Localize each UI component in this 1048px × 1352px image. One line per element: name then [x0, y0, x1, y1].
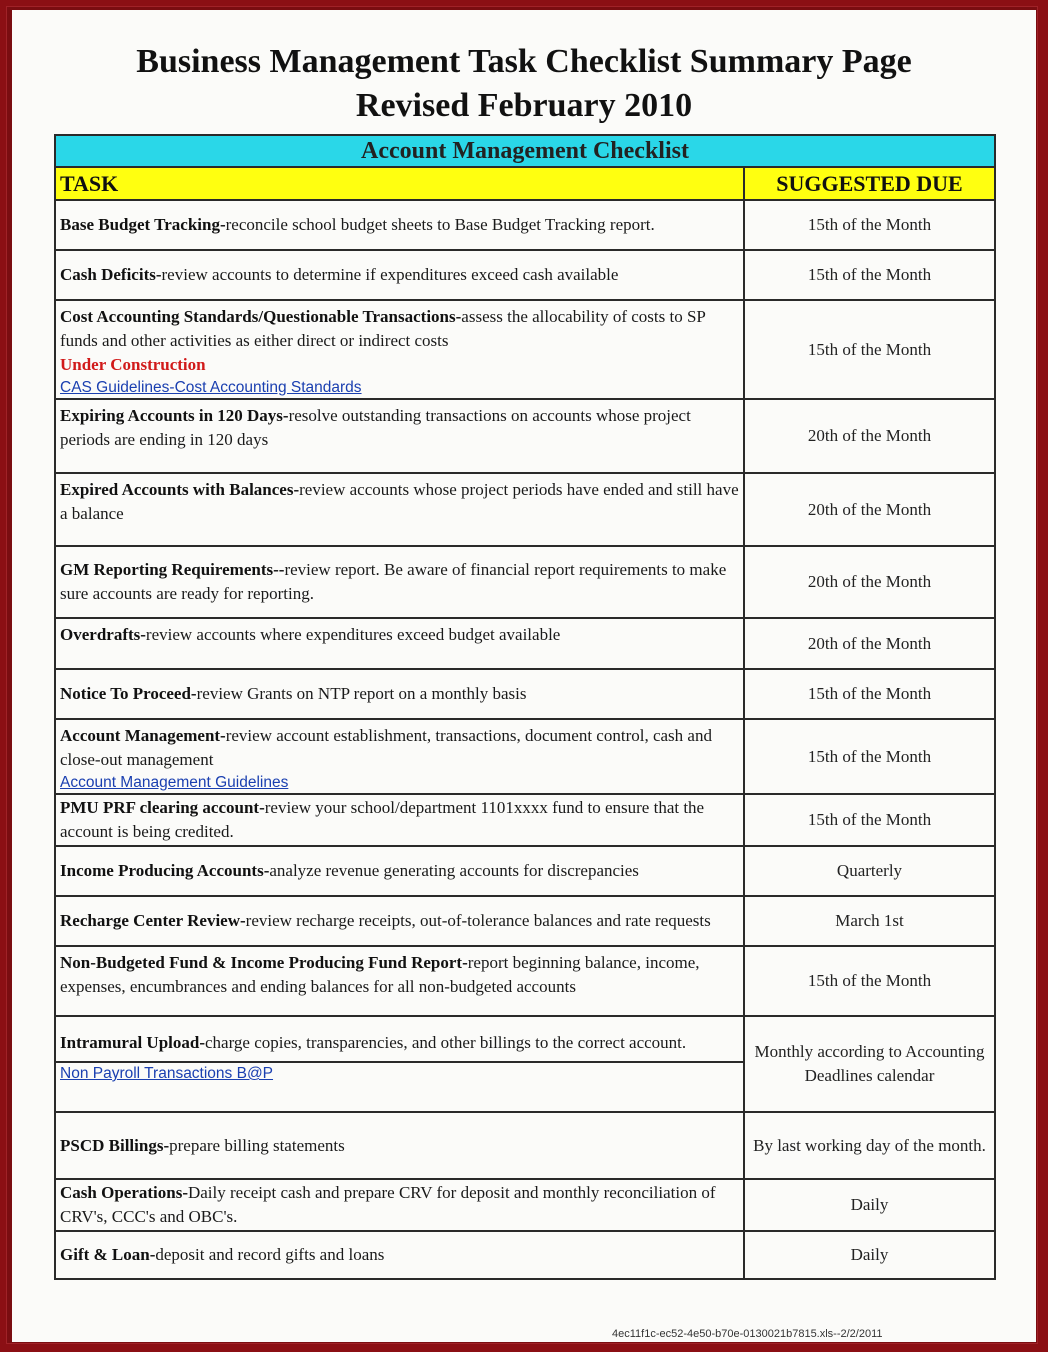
task-name: Overdrafts- — [60, 625, 146, 644]
task-cell — [55, 618, 744, 669]
task-cell — [55, 250, 744, 300]
task-name: Expiring Accounts in 120 Days- — [60, 406, 289, 425]
table-banner: Account Management Checklist — [55, 135, 995, 167]
account-management-guidelines-link[interactable]: Account Management Guidelines — [60, 774, 289, 791]
table-row — [55, 669, 995, 719]
task-description: review recharge receipts, out-of-tolerance balances and rate requests — [245, 911, 711, 930]
due-cell: 15th of the Month — [744, 794, 995, 846]
table-row — [55, 1179, 995, 1231]
task-name: Income Producing Accounts- — [60, 861, 270, 880]
file-footer: 4ec11f1c-ec52-4e50-b70e-0130021b7815.xls--2/2/2011 — [612, 1328, 883, 1340]
task-description: review accounts where expenditures exceed budget available — [145, 625, 561, 644]
table-banner-row — [55, 135, 995, 167]
due-cell: March 1st — [744, 896, 995, 946]
task-name: PMU PRF clearing account- — [60, 798, 265, 817]
task-description: review accounts whose project periods have ended and still have a balance — [60, 480, 739, 523]
task-description: review report. Be aware of financial report requirements to make sure accounts are ready for reporting. — [60, 560, 727, 603]
task-cell — [55, 200, 744, 250]
due-cell: Quarterly — [744, 846, 995, 896]
table-row — [55, 794, 995, 846]
col-header-task: TASK — [55, 167, 744, 200]
table-row — [55, 946, 995, 1016]
task-description: Daily receipt cash and prepare CRV for deposit and monthly reconciliation of CRV's, CCC's and OBC's. — [60, 1183, 716, 1226]
status-note: Under Construction — [60, 355, 206, 374]
task-cell — [55, 1112, 744, 1179]
due-cell: 20th of the Month — [744, 399, 995, 473]
task-cell — [55, 1016, 744, 1112]
task-cell — [55, 300, 744, 399]
table-row — [55, 250, 995, 300]
task-name: Non-Budgeted Fund & Income Producing Fund Report- — [60, 953, 468, 972]
due-cell: 15th of the Month — [744, 250, 995, 300]
table-row — [55, 300, 995, 399]
table-header-row — [55, 167, 995, 200]
table-row — [55, 1016, 995, 1112]
task-name: Account Management- — [60, 726, 226, 745]
task-description: assess the allocability of costs to SP funds and other activities as either direct or indirect costs — [60, 307, 706, 350]
page-title: Business Management Task Checklist Summary Page — [136, 43, 912, 80]
due-cell: 20th of the Month — [744, 618, 995, 669]
task-cell — [55, 1179, 744, 1231]
due-cell: 15th of the Month — [744, 669, 995, 719]
task-description: report beginning balance, income, expenses, encumbrances and ending balances for all non-budgeted accounts — [60, 953, 700, 996]
document-page — [12, 10, 1036, 1342]
task-description: analyze revenue generating accounts for discrepancies — [269, 861, 639, 880]
task-name: Cash Deficits- — [60, 265, 162, 284]
table-row — [55, 546, 995, 618]
task-description: charge copies, transparencies, and other billings to the correct account. — [204, 1033, 687, 1052]
task-cell — [55, 1231, 744, 1279]
table-row — [55, 1112, 995, 1179]
due-cell: 15th of the Month — [744, 200, 995, 250]
due-cell: 20th of the Month — [744, 473, 995, 546]
task-description: reconcile school budget sheets to Base Budget Tracking report. — [225, 215, 655, 234]
task-cell — [55, 473, 744, 546]
table-row — [55, 399, 995, 473]
task-cell — [55, 399, 744, 473]
task-name: Base Budget Tracking- — [60, 215, 226, 234]
task-description: deposit and record gifts and loans — [155, 1245, 385, 1264]
non-payroll-transactions-link[interactable]: Non Payroll Transactions B@P — [60, 1065, 274, 1082]
due-cell: Daily — [744, 1231, 995, 1279]
task-cell — [55, 546, 744, 618]
task-description: review accounts to determine if expenditures exceed cash available — [161, 265, 619, 284]
due-cell: Monthly according to Accounting Deadlines calendar — [744, 1016, 995, 1112]
task-cell — [55, 719, 744, 794]
table-row — [55, 896, 995, 946]
page-subtitle: Revised February 2010 — [355, 87, 693, 124]
task-name: Expired Accounts with Balances- — [60, 480, 300, 499]
link-subcell — [56, 1061, 743, 1084]
task-name: Gift & Loan- — [60, 1245, 156, 1264]
due-cell: 15th of the Month — [744, 719, 995, 794]
task-cell — [55, 896, 744, 946]
table-row — [55, 1231, 995, 1279]
task-cell — [55, 794, 744, 846]
task-cell — [55, 946, 744, 1016]
col-header-due: SUGGESTED DUE — [744, 167, 995, 200]
due-cell: Daily — [744, 1179, 995, 1231]
due-cell: 15th of the Month — [744, 946, 995, 1016]
due-cell: 20th of the Month — [744, 546, 995, 618]
table-row — [55, 200, 995, 250]
task-cell — [55, 846, 744, 896]
due-cell: By last working day of the month. — [744, 1112, 995, 1179]
table-row — [55, 846, 995, 896]
task-description: prepare billing statements — [169, 1135, 345, 1155]
task-description: review Grants on NTP report on a monthly basis — [196, 684, 527, 703]
task-description: resolve outstanding transactions on accounts whose project periods are ending in 120 days — [60, 406, 691, 449]
task-name: Cash Operations- — [60, 1183, 188, 1202]
task-name: PSCD Billings- — [60, 1135, 170, 1155]
cas-guidelines-link[interactable]: CAS Guidelines-Cost Accounting Standards — [60, 379, 362, 396]
task-cell — [55, 669, 744, 719]
table-row — [55, 719, 995, 794]
task-name: Recharge Center Review- — [60, 911, 246, 930]
table-row — [55, 473, 995, 546]
due-cell: 15th of the Month — [744, 300, 995, 399]
task-name: GM Reporting Requirements-- — [60, 560, 285, 579]
checklist-table — [54, 134, 996, 1280]
task-name: Intramural Upload- — [60, 1033, 205, 1052]
table-row — [55, 618, 995, 669]
task-description: review your school/department 1101xxxx fund to ensure that the account is being credited. — [60, 798, 705, 841]
task-description: review account establishment, transactions, document control, cash and close-out management — [60, 726, 712, 769]
task-name: Notice To Proceed- — [60, 684, 197, 703]
task-name: Cost Accounting Standards/Questionable Transactions- — [60, 307, 462, 326]
